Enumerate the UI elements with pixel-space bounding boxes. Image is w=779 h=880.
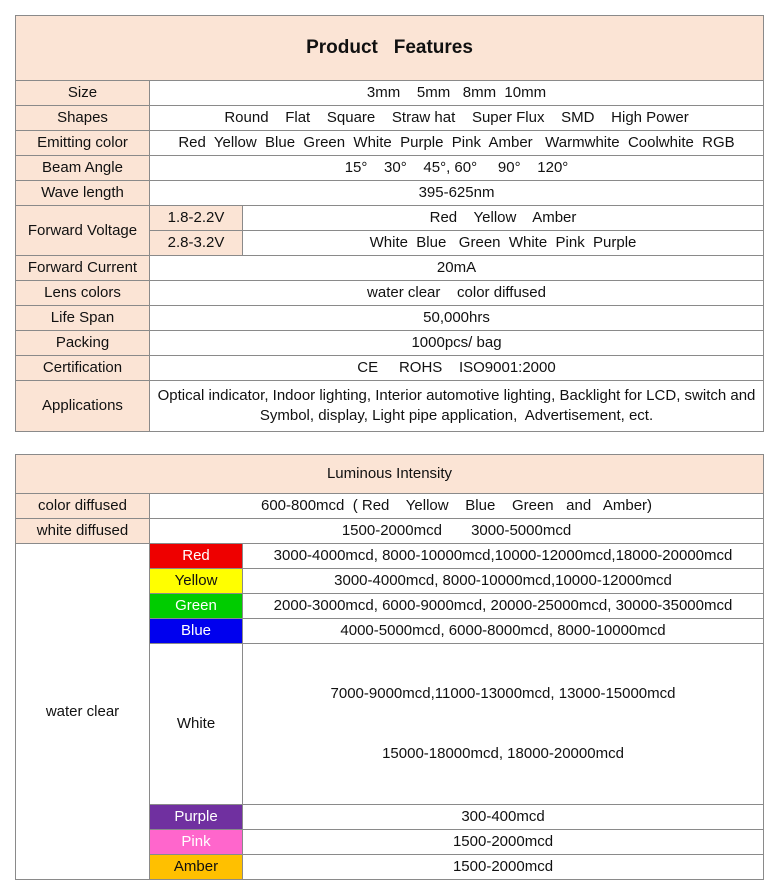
- feature-value: 50,000hrs: [150, 306, 764, 331]
- luminous-value: 1500-2000mcd 3000-5000mcd: [150, 519, 764, 544]
- feature-value: 15° 30° 45°, 60° 90° 120°: [150, 156, 764, 181]
- luminous-label: water clear: [16, 544, 150, 880]
- feature-row-forward-current: [16, 256, 764, 281]
- color-swatch-pink: Pink: [150, 830, 243, 855]
- color-swatch-blue: Blue: [150, 619, 243, 644]
- feature-row-emitting-color: [16, 131, 764, 156]
- feature-label: Packing: [16, 331, 150, 356]
- luminous-value: 4000-5000mcd, 6000-8000mcd, 8000-10000mcd: [243, 619, 764, 644]
- luminous-value-line: 7000-9000mcd,11000-13000mcd, 13000-15000mcd: [330, 685, 676, 702]
- voltage-range: 1.8-2.2V: [150, 206, 243, 231]
- feature-label: Forward Voltage: [16, 206, 150, 256]
- feature-label: Shapes: [16, 106, 150, 131]
- feature-row-certification: [16, 356, 764, 381]
- voltage-colors: Red Yellow Amber: [243, 206, 764, 231]
- color-swatch-red: Red: [150, 544, 243, 569]
- luminous-value: 3000-4000mcd, 8000-10000mcd,10000-12000mcd,18000-20000mcd: [243, 544, 764, 569]
- feature-value: 395-625nm: [150, 181, 764, 206]
- feature-value: water clear color diffused: [150, 281, 764, 306]
- feature-label: Life Span: [16, 306, 150, 331]
- luminous-title: Luminous Intensity: [16, 455, 764, 494]
- color-swatch-yellow: Yellow: [150, 569, 243, 594]
- feature-label: Lens colors: [16, 281, 150, 306]
- luminous-value: 1500-2000mcd: [243, 855, 764, 880]
- luminous-label: white diffused: [16, 519, 150, 544]
- color-swatch-white: White: [150, 644, 243, 805]
- voltage-range: 2.8-3.2V: [150, 231, 243, 256]
- feature-row-life-span: [16, 306, 764, 331]
- feature-row-packing: [16, 331, 764, 356]
- feature-value: 20mA: [150, 256, 764, 281]
- feature-row-beam-angle: [16, 156, 764, 181]
- color-swatch-purple: Purple: [150, 805, 243, 830]
- feature-label: Forward Current: [16, 256, 150, 281]
- feature-value: 1000pcs/ bag: [150, 331, 764, 356]
- feature-row-forward-voltage: [16, 206, 764, 231]
- feature-label: Certification: [16, 356, 150, 381]
- luminous-value-line: 15000-18000mcd, 18000-20000mcd: [382, 745, 624, 762]
- luminous-value: 2000-3000mcd, 6000-9000mcd, 20000-25000mcd, 30000-35000mcd: [243, 594, 764, 619]
- feature-row-shapes: [16, 106, 764, 131]
- feature-label: Applications: [16, 381, 150, 432]
- feature-value: Red Yellow Blue Green White Purple Pink Amber Warmwhite Coolwhite RGB: [150, 131, 764, 156]
- feature-row-wave-length: [16, 181, 764, 206]
- feature-label: Emitting color: [16, 131, 150, 156]
- feature-value: Round Flat Square Straw hat Super Flux SMD High Power: [150, 106, 764, 131]
- feature-value: Optical indicator, Indoor lighting, Interior automotive lighting, Backlight for LCD, switch and Symbol, display, Light pipe application, Advertisement, ect.: [150, 381, 764, 432]
- feature-value: CE ROHS ISO9001:2000: [150, 356, 764, 381]
- luminous-value: 600-800mcd ( Red Yellow Blue Green and Amber): [150, 494, 764, 519]
- feature-row-applications: [16, 381, 764, 432]
- water-clear-row-red: [16, 544, 764, 569]
- feature-value: 3mm 5mm 8mm 10mm: [150, 81, 764, 106]
- product-features-table: [15, 15, 764, 432]
- feature-label: Wave length: [16, 181, 150, 206]
- luminous-value: 3000-4000mcd, 8000-10000mcd,10000-12000mcd: [243, 569, 764, 594]
- luminous-row-color-diffused: [16, 494, 764, 519]
- luminous-label: color diffused: [16, 494, 150, 519]
- color-swatch-green: Green: [150, 594, 243, 619]
- feature-label: Size: [16, 81, 150, 106]
- luminous-row-white-diffused: [16, 519, 764, 544]
- product-features-title: Product Features: [16, 16, 764, 81]
- luminous-value: 1500-2000mcd: [243, 830, 764, 855]
- feature-row-size: [16, 81, 764, 106]
- luminous-value: 300-400mcd: [243, 805, 764, 830]
- luminous-value-multiline: [243, 644, 764, 805]
- color-swatch-amber: Amber: [150, 855, 243, 880]
- voltage-colors: White Blue Green White Pink Purple: [243, 231, 764, 256]
- feature-label: Beam Angle: [16, 156, 150, 181]
- luminous-intensity-table: [15, 454, 764, 880]
- feature-row-lens-colors: [16, 281, 764, 306]
